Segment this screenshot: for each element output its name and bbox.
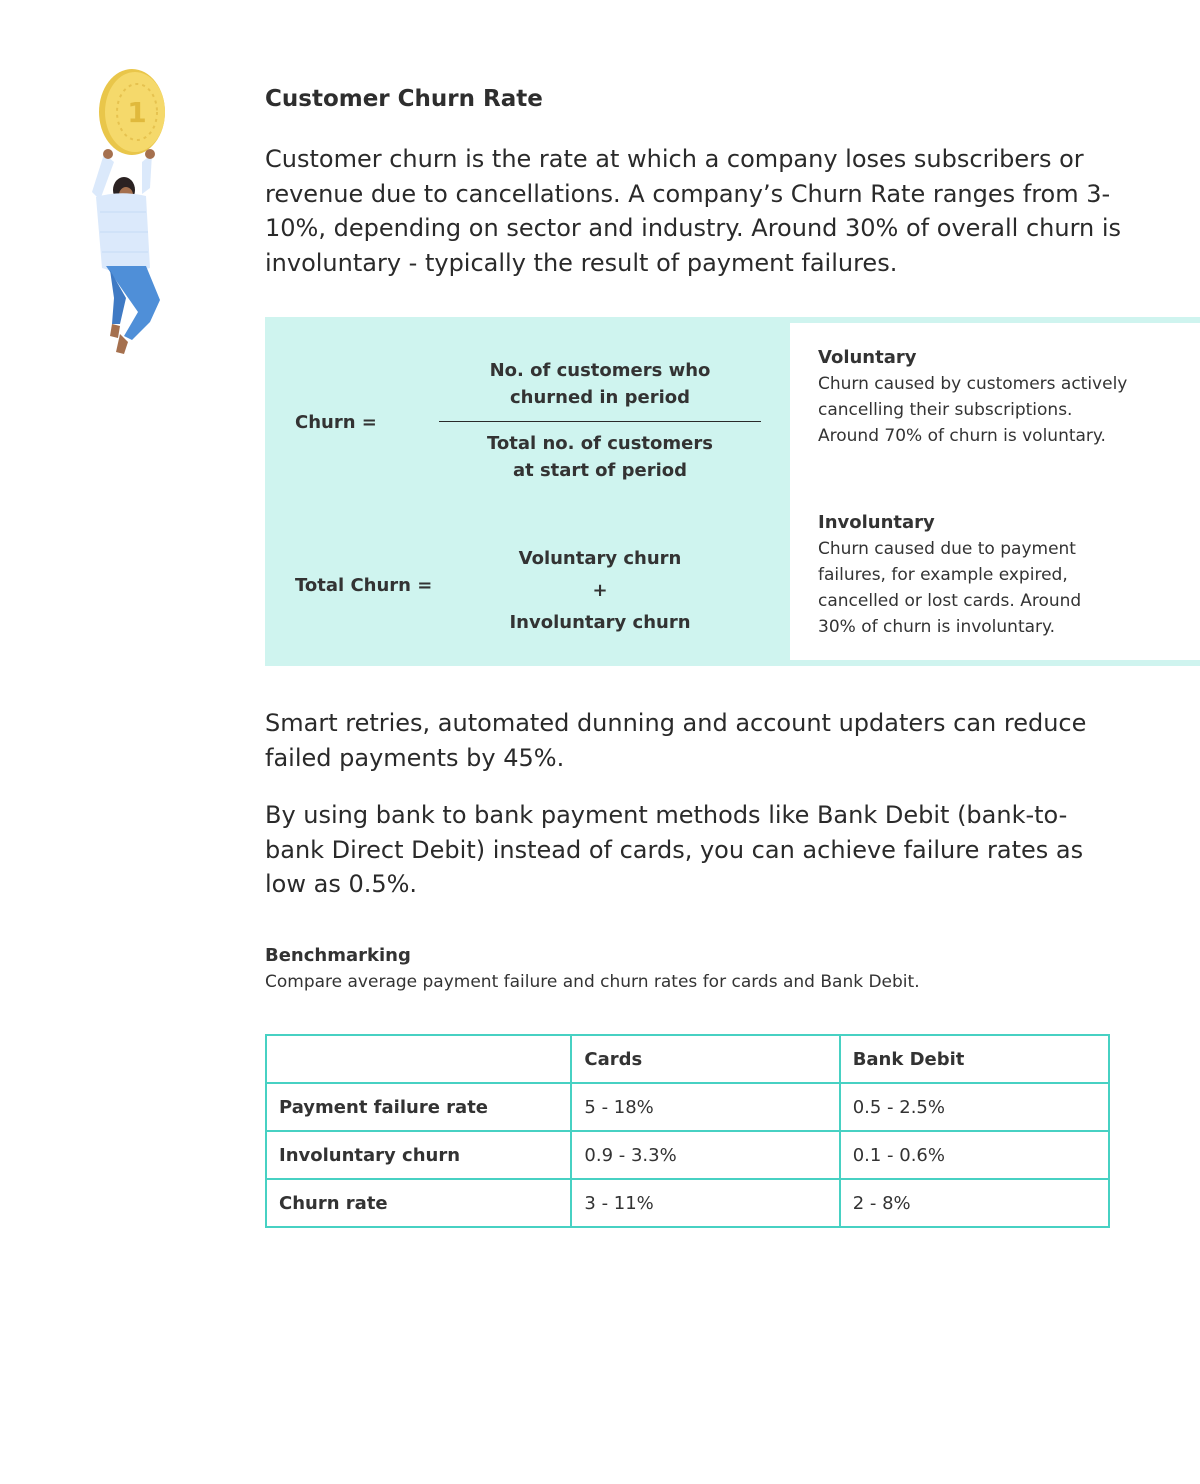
- bank-debit-paragraph: By using bank to bank payment methods like Bank Debit (bank-to-bank Direct Debit) instead of cards, you can achieve failure rates as low as 0.5%.: [265, 801, 1084, 898]
- section-title: Customer Churn Rate: [265, 86, 543, 112]
- benchmarking-subtitle: Compare average payment failure and churn rates for cards and Bank Debit.: [265, 972, 920, 992]
- involuntary-definition: [818, 510, 1118, 640]
- cards-value: 3 - 11%: [571, 1179, 839, 1227]
- sum-term-voluntary: Voluntary churn: [518, 548, 682, 569]
- churn-definitions: [790, 323, 1200, 660]
- benchmark-table: [265, 1034, 1110, 1228]
- row-label: Churn rate: [266, 1179, 571, 1227]
- formula-area: [265, 317, 790, 666]
- table-row: [266, 1083, 1109, 1131]
- sum-term-involuntary: Involuntary churn: [509, 612, 691, 633]
- column-header-cards: Cards: [571, 1035, 839, 1083]
- voluntary-definition: [818, 345, 1128, 449]
- person-holding-coin-illustration: [80, 62, 180, 362]
- total-churn-formula-label: Total Churn =: [295, 575, 433, 596]
- churn-formula-panel: [265, 317, 1200, 666]
- row-label: Payment failure rate: [266, 1083, 571, 1131]
- intro-paragraph: Customer churn is the rate at which a company loses subscribers or revenue due to cancellations. A company’s Churn Rate ranges from 3-10%, depending on sector and industry. Around 30% of overall churn is involuntary - typically the result of payment failures.: [265, 145, 1122, 277]
- column-header-empty: [266, 1035, 571, 1083]
- bank-debit-value: 0.5 - 2.5%: [840, 1083, 1109, 1131]
- fraction-numerator: [439, 357, 761, 415]
- coin-number: 1: [127, 96, 147, 129]
- denominator-line-1: Total no. of customers: [487, 433, 713, 454]
- table-row: [266, 1179, 1109, 1227]
- churn-fraction: [439, 357, 761, 484]
- involuntary-text: Churn caused due to payment failures, for example expired, cancelled or lost cards. Around 30% of churn is involuntary.: [818, 539, 1082, 637]
- numerator-line-1: No. of customers who: [489, 360, 711, 381]
- fraction-denominator: [439, 430, 761, 484]
- benchmarking-title: Benchmarking: [265, 945, 411, 966]
- sum-operator: +: [592, 580, 608, 601]
- churn-formula-label: Churn =: [295, 412, 377, 433]
- fraction-divider: [439, 421, 761, 422]
- cards-value: 0.9 - 3.3%: [571, 1131, 839, 1179]
- total-churn-sum: [439, 543, 761, 639]
- cards-value: 5 - 18%: [571, 1083, 839, 1131]
- denominator-line-2: at start of period: [512, 460, 688, 481]
- involuntary-title: Involuntary: [818, 512, 935, 533]
- voluntary-text: Churn caused by customers actively cancelling their subscriptions. Around 70% of churn is voluntary.: [818, 374, 1128, 446]
- table-header-row: [266, 1035, 1109, 1083]
- voluntary-title: Voluntary: [818, 347, 917, 368]
- table-row: [266, 1131, 1109, 1179]
- bank-debit-value: 0.1 - 0.6%: [840, 1131, 1109, 1179]
- row-label: Involuntary churn: [266, 1131, 571, 1179]
- column-header-bank-debit: Bank Debit: [840, 1035, 1109, 1083]
- numerator-line-2: churned in period: [510, 387, 690, 408]
- failed-payments-paragraph: Smart retries, automated dunning and account updaters can reduce failed payments by 45%.: [265, 709, 1087, 772]
- bank-debit-value: 2 - 8%: [840, 1179, 1109, 1227]
